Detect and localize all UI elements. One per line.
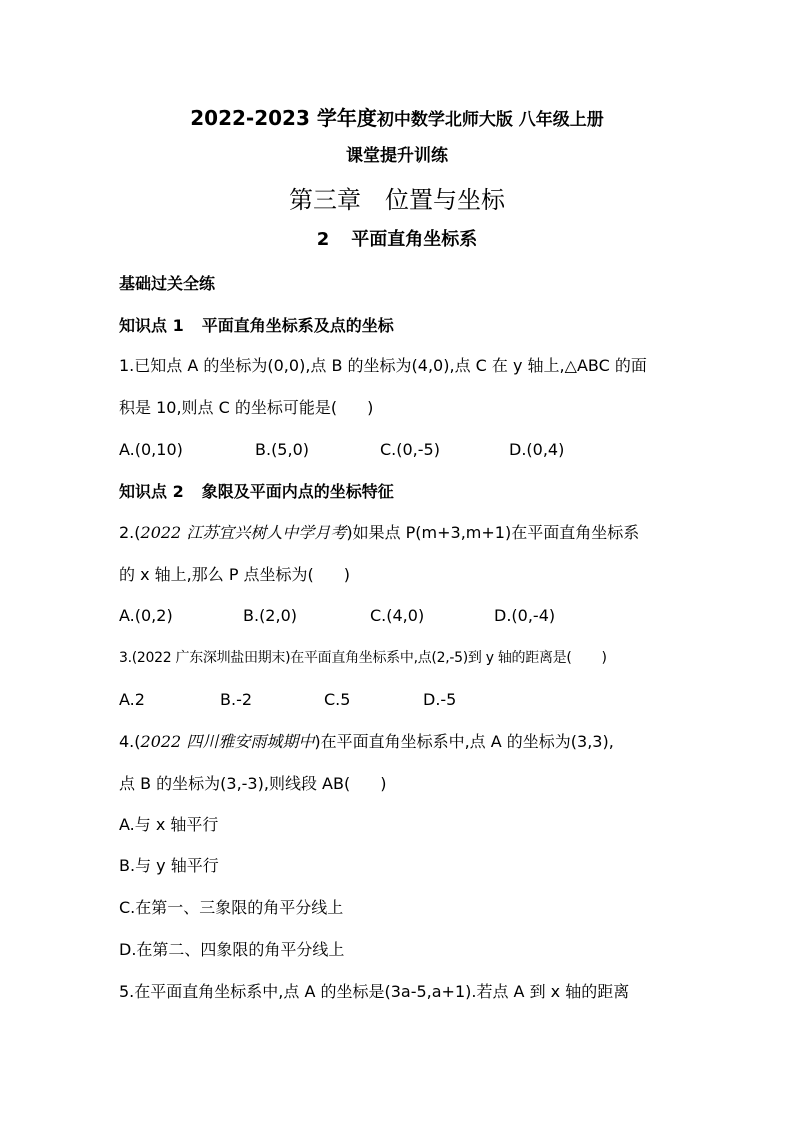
question-3-line-1 (119, 651, 607, 665)
knowledge-point-1 (119, 318, 394, 334)
option-b: B.-2 (220, 690, 253, 709)
question-2-stem-end: 的 x 轴上,那么 P 点坐标为( (119, 565, 314, 584)
question-4-stem: )在平面直角坐标系中,点 A 的坐标为(3,3), (314, 732, 614, 751)
knowledge-point-2 (119, 484, 394, 500)
title-year: 2022-2023 学年度 (190, 106, 377, 130)
question-2-number: 2.( (119, 523, 141, 542)
option-d: D.-5 (423, 690, 457, 709)
option-a: A.2 (119, 690, 145, 709)
question-2-paren: ) (343, 565, 351, 584)
knowledge-point-label: 知识点 1 (119, 316, 184, 335)
option-c: C.(0,-5) (380, 440, 440, 459)
option-d: D.(0,-4) (494, 606, 556, 625)
question-2-line-1 (119, 525, 639, 541)
title-rest: 初中数学北师大版 八年级上册 (376, 110, 604, 130)
section-title (0, 231, 794, 249)
question-3-stem: )在平面直角坐标系中,点(2,-5)到 y 轴的距离是( (285, 650, 572, 666)
document-title (0, 108, 794, 129)
option-d: D.(0,4) (509, 440, 565, 459)
question-4-number: 4.( (119, 732, 141, 751)
question-1-paren: ) (367, 398, 374, 417)
question-3-paren: ) (601, 650, 607, 666)
question-4-source: 2022 四川雅安雨城期中 (140, 732, 315, 751)
question-4-paren: ) (380, 774, 387, 793)
document-subtitle: 课堂提升训练 (346, 146, 448, 166)
option-b: B.(5,0) (255, 440, 309, 459)
option-b: B.(2,0) (243, 606, 297, 625)
question-2-stem: )如果点 P(m+3,m+1)在平面直角坐标系 (346, 523, 640, 542)
knowledge-point-label: 知识点 2 (119, 482, 184, 501)
question-2-source: 2022 江苏宜兴树人中学月考 (140, 523, 347, 542)
question-5-line-1: 5.在平面直角坐标系中,点 A 的坐标是(3a-5,a+1).若点 A 到 x 轴的距离 (119, 982, 630, 1001)
question-4-option-d: D.在第二、四象限的角平分线上 (119, 940, 345, 959)
question-1-line-2 (119, 400, 373, 416)
question-4-line-1 (119, 734, 614, 750)
knowledge-point-title: 平面直角坐标系及点的坐标 (201, 316, 394, 335)
question-2-line-2 (119, 567, 350, 583)
part-title: 基础过关全练 (119, 274, 216, 293)
option-a: A.(0,2) (119, 606, 173, 625)
question-4-stem-end: 点 B 的坐标为(3,-3),则线段 AB( (119, 774, 351, 793)
question-3-number: 3.( (119, 650, 137, 666)
option-a: A.(0,10) (119, 440, 183, 459)
option-c: C.(4,0) (370, 606, 425, 625)
section-name: 平面直角坐标系 (351, 229, 478, 250)
chapter-title: 第三章 位置与坐标 (289, 186, 505, 214)
question-1-stem-end: 积是 10,则点 C 的坐标可能是( (119, 398, 338, 417)
knowledge-point-title: 象限及平面内点的坐标特征 (201, 482, 394, 501)
section-number: 2 (316, 229, 330, 250)
question-4-option-a: A.与 x 轴平行 (119, 815, 219, 834)
question-4-option-c: C.在第一、三象限的角平分线上 (119, 898, 344, 917)
question-3-source: 2022 广东深圳盐田期末 (136, 650, 286, 666)
option-c: C.5 (324, 690, 351, 709)
question-4-line-2 (119, 776, 386, 792)
question-1-line-1: 1.已知点 A 的坐标为(0,0),点 B 的坐标为(4,0),点 C 在 y 轴上,△ABC 的面 (119, 356, 647, 375)
question-4-option-b: B.与 y 轴平行 (119, 856, 219, 875)
